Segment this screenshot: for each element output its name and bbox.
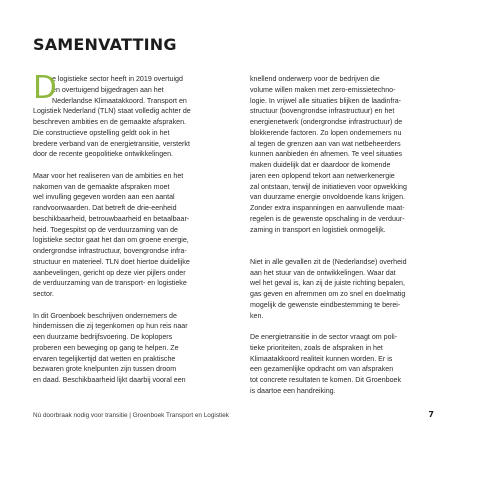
text-line: ervaren tegelijkertijd dat wetten en praktische	[33, 354, 176, 363]
text-line: mogelijk de gewenste eindbestemming te berei-	[250, 300, 401, 309]
text-line: knellend onderwerp voor de bedrijven die	[250, 75, 380, 83]
text-line: tot concrete resultaten te komen. Dit Groenboek	[250, 376, 402, 384]
text-line: Niet in alle gevallen zit de (Nederlandse) overheid	[250, 257, 407, 266]
text-line: hindernissen die zij tegenkomen op hun reis naar	[33, 322, 188, 331]
text-line: ondergrondse infrastructuur, bovengrondse infra-	[33, 247, 187, 255]
text-line: volume willen maken met zero-emissietechno-	[250, 85, 396, 94]
page-number: 7	[428, 410, 434, 419]
text-line: Maar voor het realiseren van de ambities en het	[33, 171, 184, 180]
text-line: Klimaatakkoord realiteit kunnen worden. Er is	[250, 354, 393, 363]
text-line: een duurzame bedrijfsvoering. De koplopers	[33, 333, 173, 341]
text-line: structuur (bovengrondse infrastructuur) en het	[250, 107, 395, 116]
text-line: van duurzame energie onvoldoende kans krijgen.	[250, 193, 405, 202]
text-line: wel het geval is, kan zij de juiste richting bepalen,	[250, 279, 405, 288]
text-line: tieke prioriteiten, zoals de afspraken in het	[250, 343, 383, 352]
text-line: energienetwerk (ondergrondse infrastructuur) de	[250, 118, 403, 126]
text-line: al tegen de grenzen aan van wat netbeheerders	[250, 139, 401, 148]
text-line: en daad. Beschikbaarheid lijkt daarbij vooral een	[33, 376, 186, 384]
right-column	[250, 74, 445, 397]
text-line: maken duidelijk dat er daardoor de komende	[250, 161, 391, 169]
text-line: Nederlandse Klimaatakkoord. Transport en	[52, 96, 187, 105]
text-line: logistieke sector gaat het dan om groene energie,	[33, 236, 189, 245]
text-line: door de recente geopolitieke ontwikkelingen.	[33, 150, 173, 159]
page-title: SAMENVATTING	[33, 35, 177, 54]
drop-cap: D	[33, 70, 57, 106]
text-line: kunnen aanbieden én afnemen. Te veel situaties	[250, 150, 403, 159]
text-line: blokkerende factoren. Zo lopen ondernemers nu	[250, 128, 402, 137]
paragraph-intro	[33, 70, 228, 160]
text-line: proberen een beweging op gang te helpen. Ze	[33, 343, 179, 352]
text-line: logie. In vrijwel alle situaties blijken de laadinfra-	[250, 96, 402, 105]
text-line: jaren een oplopend tekort aan netwerkenergie	[250, 171, 395, 180]
text-line: zaming in transport en logistiek onmogelijk.	[250, 225, 386, 234]
text-line: structuur en materieel. TLN doet hiertoe duidelijke	[33, 257, 190, 266]
text-line: beschikbaarheid, betrouwbaarheid en betaalbaar-	[33, 214, 190, 223]
text-line: bezwaren grote knelpunten zijn tussen droom	[33, 365, 177, 374]
text-line: gas geven en afremmen om zo snel en doelmatig	[250, 290, 406, 298]
text-line: sector.	[33, 290, 54, 298]
text-line: aanbevelingen, gericht op deze vier pijlers onder	[33, 268, 186, 277]
text-line: ken.	[250, 311, 264, 320]
paragraph-randvoorwaarden	[33, 171, 228, 300]
text-line: beschreven ambities en de gemaakte afspraken.	[33, 118, 187, 126]
text-line: regelen is de gewenste opschaling in de verduur-	[250, 214, 405, 223]
text-line: nakomen van de gemaakte afspraken moet	[33, 182, 170, 191]
text-line: In dit Groenboek beschrijven ondernemers de	[33, 311, 177, 320]
text-line: zal ontstaan, terwijl de initiatieven voor opwekking	[250, 182, 407, 191]
paragraph-knelpunten	[250, 74, 445, 235]
text-line: is daartoe een handreiking.	[250, 386, 336, 395]
paragraph-overheid	[250, 257, 445, 322]
text-line: Die constructieve opstelling geldt ook in het	[33, 128, 170, 137]
paragraph-groenboek	[33, 311, 228, 386]
text-line: bredere verband van de energietransitie, versterkt	[33, 139, 190, 148]
text-line: De energietransitie in de sector vraagt om poli-	[250, 333, 398, 341]
text-line: Logistiek Nederland (TLN) staat volledig achter de	[33, 107, 191, 116]
text-line: de verduurzaming van de transport- en logistieke	[33, 279, 187, 288]
text-line: e logistieke sector heeft in 2019 overtuigd	[52, 75, 183, 83]
text-line: wel invulling gegeven worden aan een aantal	[33, 193, 175, 202]
text-line: aan het stuur van de ontwikkelingen. Waar dat	[250, 268, 396, 277]
footer-text: Nú doorbraak nodig voor transitie | Groenboek Transport en Logistiek	[33, 412, 229, 419]
text-line: en overtuigend bijgedragen aan het	[52, 85, 164, 94]
left-column	[33, 70, 228, 386]
text-line: randvoorwaarden. Dat betreft de drie-eenheid	[33, 204, 177, 212]
text-line: een gezamenlijke opdracht om van afspraken	[250, 365, 394, 374]
paragraph-energietransitie	[250, 332, 445, 397]
text-line: Zonder extra inspanningen en aanvullende maat-	[250, 204, 405, 212]
text-line: heid. Toegespitst op de verduurzaming van de	[33, 225, 178, 234]
